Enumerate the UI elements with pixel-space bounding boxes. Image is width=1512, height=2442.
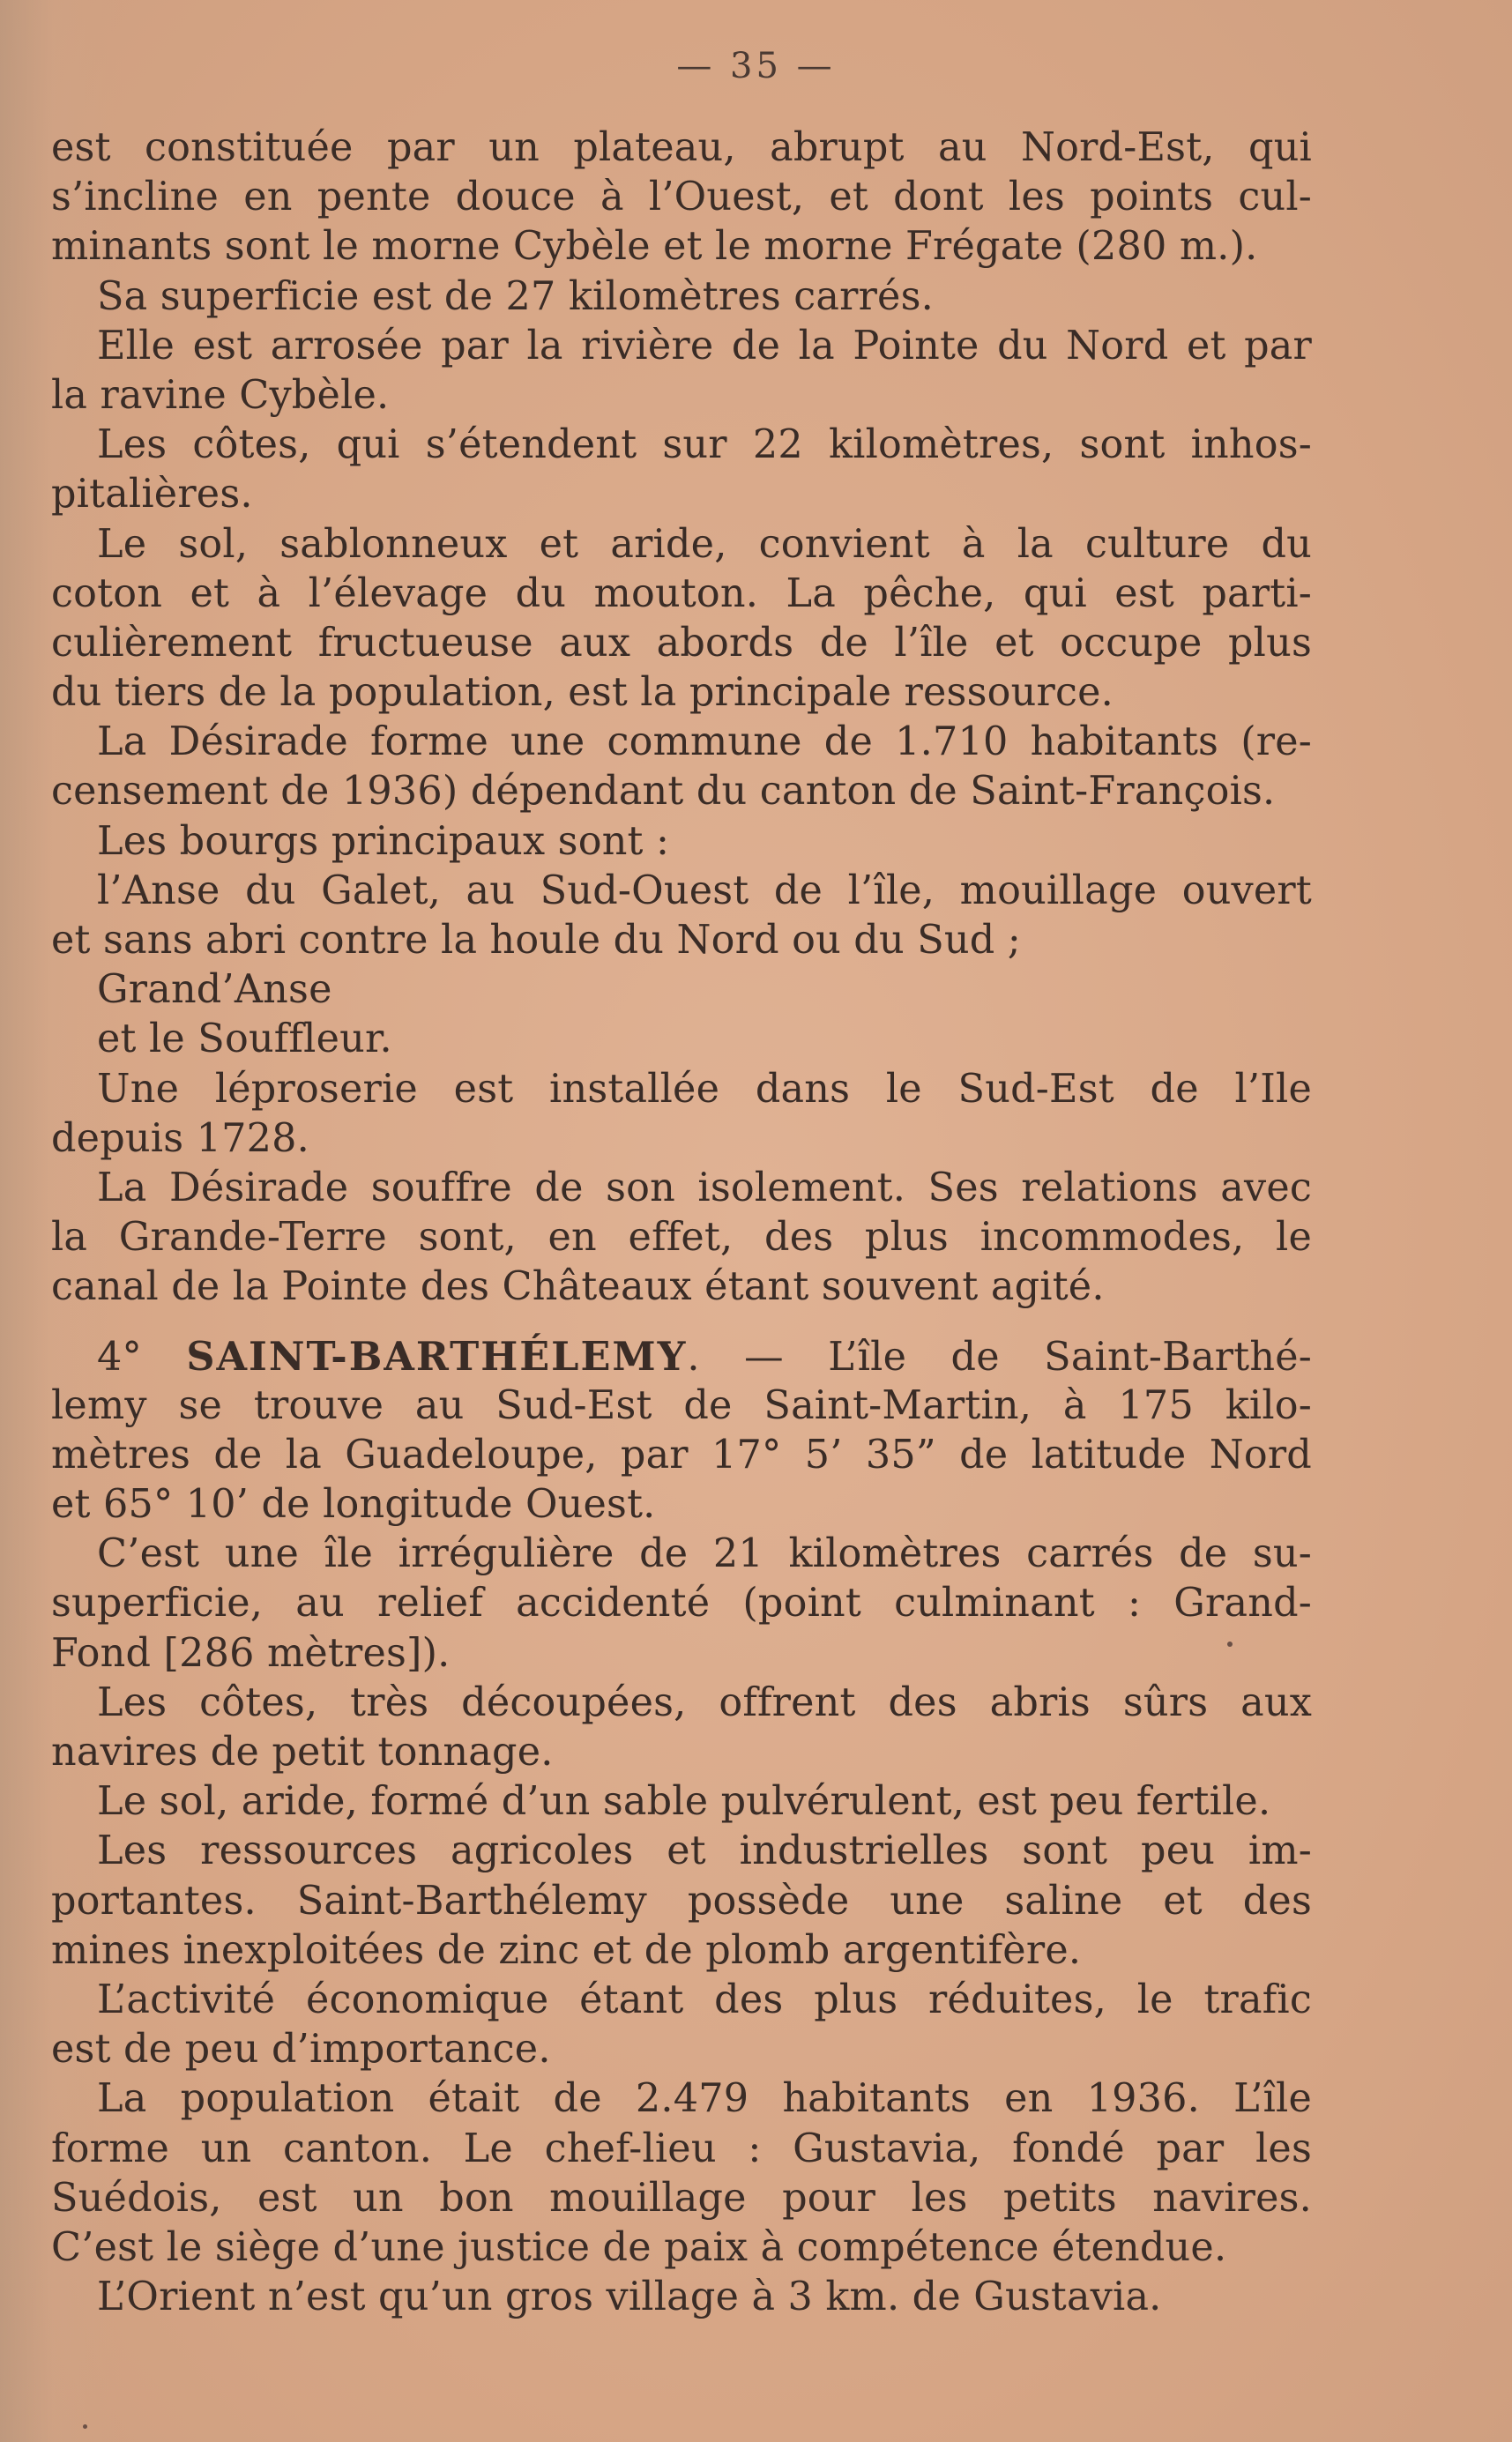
section-first-line: . — L’île de Saint-Barthé- — [687, 1334, 1312, 1380]
text-line: Les côtes, qui s’étendent sur 22 kilomètres, sont inhos- — [97, 422, 1312, 468]
text-line: censement de 1936) dépendant du canton de Saint-François. — [51, 769, 1276, 815]
paragraphs-saint-barthelemy — [51, 1381, 1312, 2323]
text-line: est de peu d’importance. — [51, 2027, 551, 2073]
text-line: canal de la Pointe des Châteaux étant souvent agité. — [51, 1264, 1105, 1310]
text-line: et sans abri contre la houle du Nord ou du Sud ; — [51, 918, 1021, 963]
text-line: Sa superficie est de 27 kilomètres carrés. — [97, 273, 934, 319]
text-line: lemy se trouve au Sud-Est de Saint-Martin, à 175 kilo- — [51, 1382, 1312, 1428]
text-line: culièrement fructueuse aux abords de l’île et occupe plus — [51, 620, 1312, 666]
text-line: la Grande-Terre sont, en effet, des plus incommodes, le — [51, 1215, 1312, 1261]
body-text — [51, 123, 1312, 2322]
section-number: 4° — [97, 1334, 142, 1380]
paper-speck — [83, 2424, 87, 2429]
text-line: La Désirade souffre de son isolement. Ses relations avec — [97, 1165, 1312, 1210]
text-line: Le sol, sablonneux et aride, convient à la culture du — [97, 521, 1312, 567]
text-line: L’Orient n’est qu’un gros village à 3 km. de Gustavia. — [97, 2274, 1162, 2320]
text-line: forme un canton. Le chef-lieu : Gustavia, fondé par les — [51, 2126, 1312, 2171]
text-line: navires de petit tonnage. — [51, 1730, 554, 1775]
text-line: L’activité économique étant des plus réduites, le trafic — [97, 1977, 1312, 2022]
text-line: Les côtes, très découpées, offrent des abris sûrs aux — [97, 1679, 1312, 1725]
section-heading-line — [51, 1332, 1312, 1381]
text-line: Les bourgs principaux sont : — [97, 818, 670, 864]
text-line: Le sol, aride, formé d’un sable pulvérulent, est peu fertile. — [97, 1779, 1271, 1825]
paragraphs-desirade — [51, 123, 1312, 1313]
text-line: La population était de 2.479 habitants en 1936. L’île — [97, 2076, 1312, 2122]
text-line: Suédois, est un bon mouillage pour les petits navires. — [51, 2175, 1312, 2221]
text-line: portantes. Saint-Barthélemy possède une saline et des — [51, 1878, 1312, 1924]
text-line: depuis 1728. — [51, 1115, 309, 1161]
paper-speck — [1227, 1642, 1233, 1647]
text-line: coton et à l’élevage du mouton. La pêche, qui est parti- — [51, 570, 1312, 616]
text-line: et 65° 10’ de longitude Ouest. — [51, 1482, 656, 1528]
text-line: C’est le siège d’une justice de paix à compétence étendue. — [51, 2224, 1227, 2270]
text-line: Fond [286 mètres]). — [51, 1630, 451, 1676]
page-number: — 35 — — [676, 46, 836, 86]
text-line: du tiers de la population, est la principale ressource. — [51, 670, 1114, 716]
text-line: mines inexploitées de zinc et de plomb argentifère. — [51, 1927, 1082, 1973]
text-line: minants sont le morne Cybèle et le morne Frégate (280 m.). — [51, 224, 1258, 270]
text-line: Une léproserie est installée dans le Sud-Est de l’Ile — [97, 1066, 1312, 1112]
text-line: La Désirade forme une commune de 1.710 habitants (re- — [97, 719, 1312, 765]
text-line: Les ressources agricoles et industrielles sont peu im- — [97, 1828, 1312, 1874]
text-line: mètres de la Guadeloupe, par 17° 5’ 35” de latitude Nord — [51, 1432, 1312, 1478]
text-line: est constituée par un plateau, abrupt au Nord-Est, qui — [51, 125, 1312, 170]
section-title: SAINT-BARTHÉLEMY — [186, 1333, 688, 1380]
text-line: superficie, au relief accidenté (point culminant : Grand- — [51, 1581, 1312, 1627]
text-line: Elle est arrosée par la rivière de la Pointe du Nord et par — [97, 323, 1312, 369]
text-line: Grand’Anse — [97, 967, 332, 1013]
text-line: pitalières. — [51, 472, 253, 517]
text-line: l’Anse du Galet, au Sud-Ouest de l’île, mouillage ouvert — [97, 867, 1312, 913]
text-line: s’incline en pente douce à l’Ouest, et dont les points cul- — [51, 175, 1312, 220]
text-line: la ravine Cybèle. — [51, 372, 390, 418]
text-line: C’est une île irrégulière de 21 kilomètres carrés de su- — [97, 1531, 1312, 1577]
text-line: et le Souffleur. — [97, 1016, 392, 1062]
